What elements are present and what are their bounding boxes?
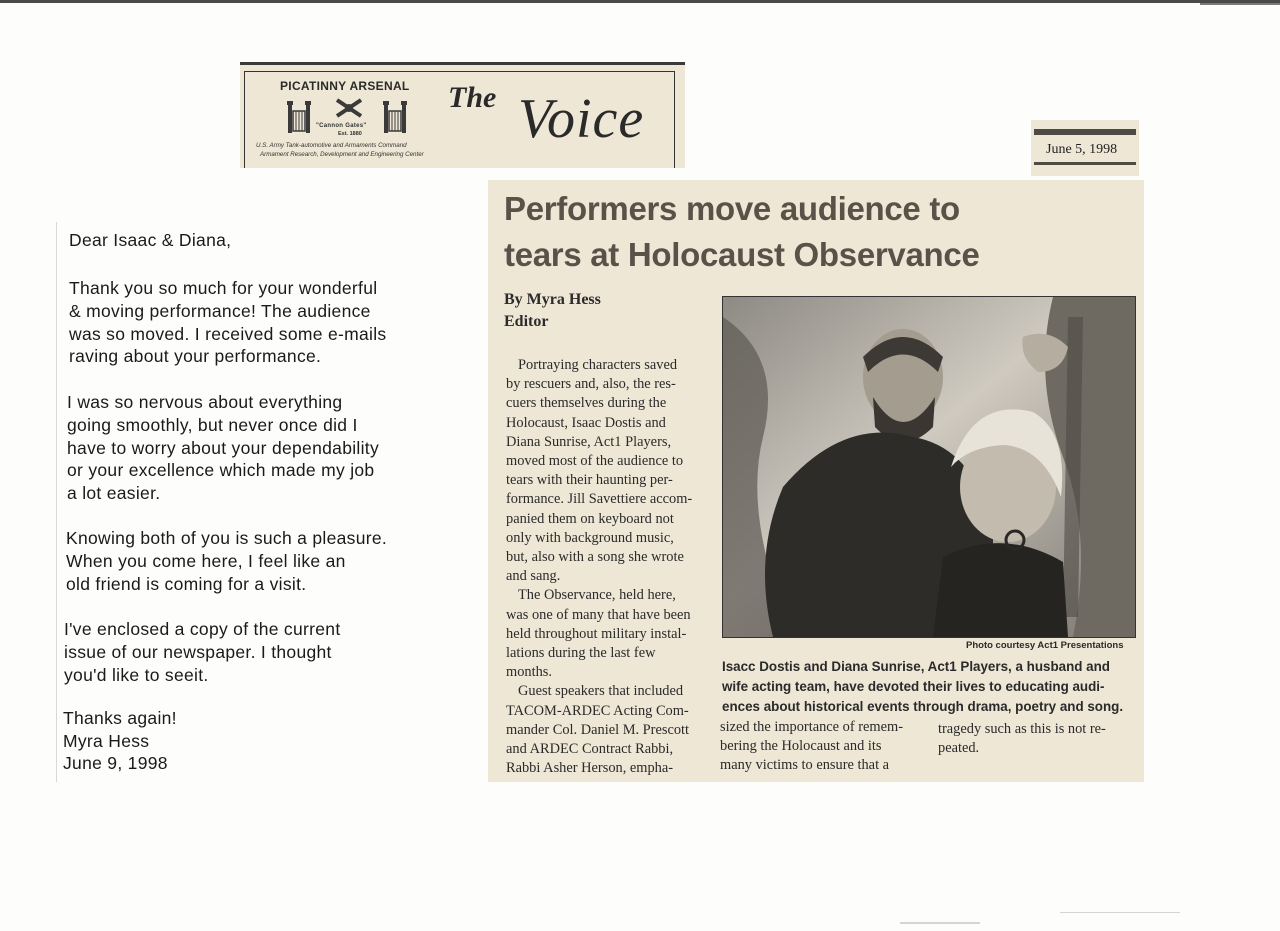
letter-line: June 9, 1998 — [63, 753, 168, 773]
letter-edge — [56, 222, 57, 782]
letter-line: a lot easier. — [67, 483, 161, 503]
date-rule-bottom — [1034, 162, 1136, 165]
article-text-line: The Observance, held here, — [518, 587, 676, 604]
gate-left-icon — [287, 99, 311, 133]
article-text-line: many victims to ensure that a — [720, 757, 890, 774]
letter-line: & moving performance! The audience — [69, 301, 371, 321]
letter-line: have to worry about your dependability — [67, 438, 380, 458]
letter-line: I was so nervous about everything — [67, 392, 343, 412]
letter-line: was so moved. I received some e-mails — [69, 324, 387, 344]
date-clipping — [1031, 120, 1139, 176]
article-text-line: TACOM-ARDEC Acting Com- — [506, 702, 689, 719]
performers-photo-image — [723, 297, 1135, 637]
article-text-line: formance. Jill Savettiere accom- — [506, 491, 693, 508]
headline-line-2: tears at Holocaust Observance — [504, 236, 980, 273]
letter-line: or your excellence which made my job — [67, 460, 375, 480]
article-text-line: but, also with a song she wrote — [506, 549, 684, 565]
article-text-line: moved most of the audience to — [506, 453, 684, 469]
performers-photo — [722, 296, 1136, 638]
article-text-line: sized the importance of remem- — [720, 719, 904, 735]
byline-name: By Myra Hess — [504, 291, 601, 308]
article-text-line: Rabbi Asher Herson, empha- — [506, 760, 674, 777]
letter-line: old friend is coming for a visit. — [66, 574, 307, 594]
command-line-1: U.S. Army Tank-automotive and Armaments Command — [256, 142, 407, 149]
caption-line: ences about historical events through drama, poetry and song. — [722, 699, 1124, 714]
caption-line: Isacc Dostis and Diana Sunrise, Act1 Players, a husband and — [722, 659, 1110, 674]
article-text-line: and sang. — [506, 568, 561, 585]
gate-right-icon — [383, 99, 407, 133]
caption-line: wife acting team, have devoted their lives to educating audi- — [722, 679, 1105, 694]
newspaper-masthead — [240, 62, 685, 168]
letter-line: I've enclosed a copy of the current — [64, 619, 341, 639]
article-text-line: by rescuers and, also, the res- — [506, 376, 676, 393]
letter-line: Knowing both of you is such a pleasure. — [66, 528, 388, 548]
letter-line: going smoothly, but never once did I — [67, 415, 358, 435]
letter-line: Myra Hess — [63, 731, 150, 751]
article-clipping — [488, 180, 1144, 782]
article-text-line: bering the Holocaust and its — [720, 738, 882, 755]
established-year: Est. 1880 — [338, 131, 362, 137]
article-text-line: was one of many that have been — [506, 606, 691, 623]
command-line-2: Armament Research, Development and Engineering Center — [260, 151, 424, 158]
article-text-line: tears with their haunting per- — [506, 472, 673, 489]
article-text-line: only with background music, — [506, 529, 674, 546]
gates-caption: "Cannon Gates" — [316, 123, 367, 129]
headline-line-1: Performers move audience to — [504, 190, 960, 227]
scan-speck — [900, 922, 980, 924]
paper-title-the: The — [448, 81, 497, 114]
letter-line: Thank you so much for your wonderful — [69, 278, 378, 298]
masthead-org-name: PICATINNY ARSENAL — [280, 79, 410, 93]
article-text-line: mander Col. Daniel M. Prescott — [506, 721, 690, 738]
byline-title: Editor — [504, 313, 549, 330]
article-clipping-edge — [1138, 640, 1144, 772]
letter-line: Thanks again! — [63, 708, 177, 728]
article-text-line: lations during the last few — [506, 645, 656, 661]
letter-line: issue of our newspaper. I thought — [64, 642, 332, 662]
article-text-line: peated. — [938, 740, 980, 757]
date-rule-top — [1034, 129, 1136, 135]
scan-top-edge-right — [1200, 3, 1280, 5]
scan-top-edge — [0, 0, 1280, 3]
photo-credit: Photo courtesy Act1 Presentations — [966, 640, 1124, 651]
scan-speck — [1060, 912, 1180, 913]
letter-line: When you come here, I feel like an — [66, 551, 346, 571]
crossed-cannons-icon — [335, 96, 363, 120]
article-text-line: cuers themselves during the — [506, 395, 667, 412]
article-text-line: Holocaust, Isaac Dostis and — [506, 414, 666, 431]
article-text-line: Portraying characters saved — [518, 357, 678, 373]
article-text-line: panied them on keyboard not — [506, 510, 674, 527]
letter-line: raving about your performance. — [69, 346, 322, 366]
paper-title-voice: Voice — [518, 88, 645, 150]
article-text-line: and ARDEC Contract Rabbi, — [506, 741, 674, 757]
issue-date: June 5, 1998 — [1046, 142, 1118, 157]
letter-line: you'd like to seeit. — [64, 665, 209, 685]
article-text-line: held throughout military instal- — [506, 625, 687, 642]
article-text-line: Guest speakers that included — [518, 683, 684, 700]
article-text-line: Diana Sunrise, Act1 Players, — [506, 433, 672, 450]
article-text-line: months. — [506, 664, 552, 681]
letter-line: Dear Isaac & Diana, — [69, 230, 232, 250]
article-text-line: tragedy such as this is not re- — [938, 721, 1106, 737]
